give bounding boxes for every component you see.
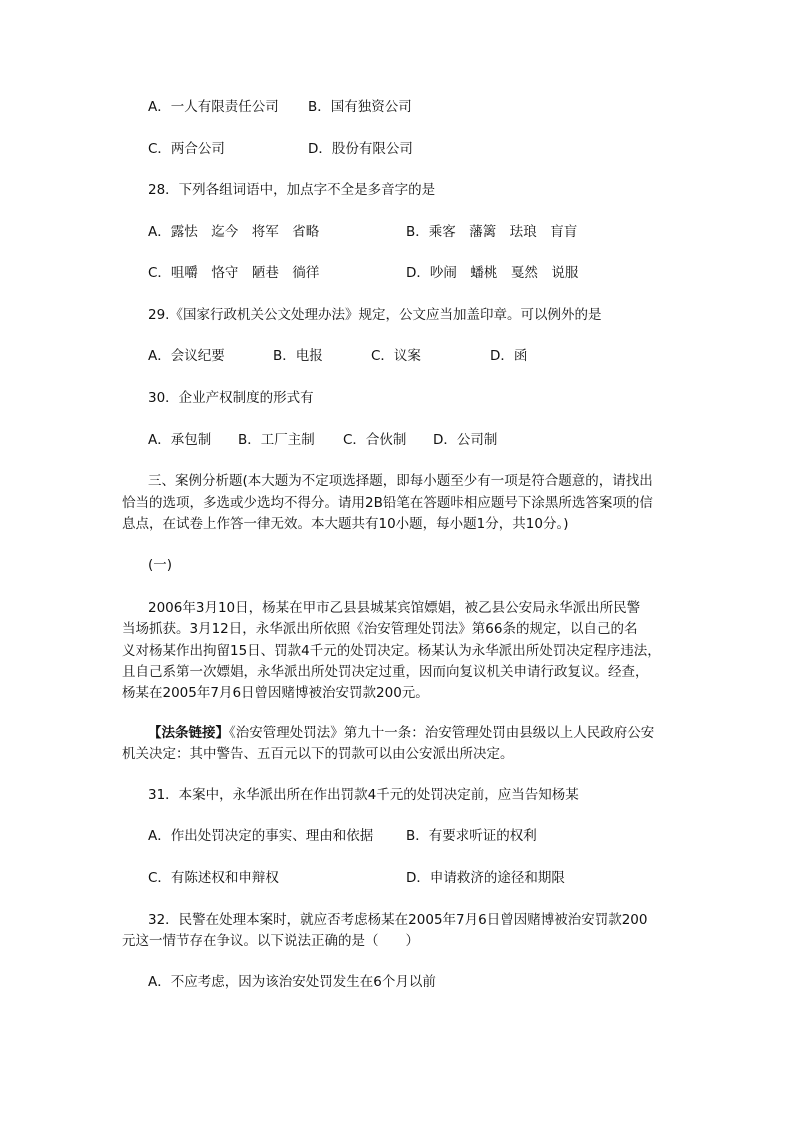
case-line-4: 且自己系第一次嫖娼，永华派出所处罚决定过重，因而向复议机关申请行政复议。经查，	[122, 664, 649, 680]
law-line-2: 机关决定：其中警告、五百元以下的罚款可以由公安派出所决定。	[122, 746, 514, 762]
q32-line-2: 元这一情节存在争议。以下说法正确的是（ ）	[122, 933, 419, 949]
q31-stem: 31．本案中，永华派出所在作出罚款4千元的处罚决定前，应当告知杨某	[148, 787, 579, 803]
q27-option-c: C．两合公司	[148, 141, 225, 157]
q28-option-a: A．露怯 迄今 将军 省略	[148, 224, 320, 240]
q30-option-d: D．公司制	[433, 432, 498, 448]
q27-option-d: D．股份有限公司	[308, 141, 413, 157]
section3-line-1: 三、案例分析题(本大题为不定项选择题，即每小题至少有一项是符合题意的，请找出	[148, 473, 653, 489]
law-text-1: 《治安管理处罚法》第九十一条：治安管理处罚由县级以上人民政府公安	[229, 725, 655, 741]
q27-option-a: A．一人有限责任公司	[148, 99, 279, 115]
case-line-2: 当场抓获。3月12日，永华派出所依照《治安管理处罚法》第66条的规定，以自己的名	[122, 621, 638, 637]
section3-line-2: 恰当的选项，多选或少选均不得分。请用2B铅笔在答题咔相应题号下涂黑所选答案项的信	[122, 495, 653, 511]
q31-option-d: D．申请救济的途径和期限	[406, 870, 565, 886]
q29-option-a: A．会议纪要	[148, 348, 225, 364]
q30-stem: 30．企业产权制度的形式有	[148, 390, 314, 406]
q31-option-a: A．作出处罚决定的事实、理由和依据	[148, 828, 374, 844]
case-line-3: 义对杨某作出拘留15日、罚款4千元的处罚决定。杨某认为永华派出所处罚决定程序违法，	[122, 643, 661, 659]
q29-option-d: D．函	[490, 348, 528, 364]
q29-option-c: C．议案	[371, 348, 421, 364]
case-label: (一)	[148, 557, 173, 573]
case-line-1: 2006年3月10日，杨某在甲市乙县县城某宾馆嫖娼，被乙县公安局永华派出所民警	[148, 600, 641, 616]
q29-stem: 29.《国家行政机关公文处理办法》规定，公文应当加盖印章。可以例外的是	[148, 307, 602, 323]
q31-option-c: C．有陈述权和申辩权	[148, 870, 279, 886]
q32-line-1: 32．民警在处理本案时，就应否考虑杨某在2005年7月6日曾因赌博被治安罚款200	[148, 912, 648, 928]
law-line-1	[148, 723, 654, 743]
section3-line-3: 息点，在试卷上作答一律无效。本大题共有10小题，每小题1分，共10分。)	[122, 516, 569, 532]
case-line-5: 杨某在2005年7月6日曾因赌博被治安罚款200元。	[122, 685, 429, 701]
q28-option-d: D．吵闹 蟠桃 戛然 说服	[406, 265, 579, 281]
q30-option-a: A．承包制	[148, 432, 212, 448]
q30-option-b: B．工厂主制	[238, 432, 315, 448]
q28-stem: 28．下列各组词语中，加点字不全是多音字的是	[148, 182, 436, 198]
q31-option-b: B．有要求听证的权利	[406, 828, 537, 844]
q29-option-b: B．电报	[273, 348, 323, 364]
q27-option-b: B．国有独资公司	[308, 99, 412, 115]
q30-option-c: C．合伙制	[343, 432, 407, 448]
q32-option-a: A．不应考虑，因为该治安处罚发生在6个月以前	[148, 974, 436, 990]
q28-option-b: B．乘客 藩篱 珐琅 肓肓	[406, 224, 578, 240]
law-label: 【法条链接】	[148, 725, 229, 741]
q28-option-c: C．咀嚼 恪守 陋巷 徜徉	[148, 265, 320, 281]
